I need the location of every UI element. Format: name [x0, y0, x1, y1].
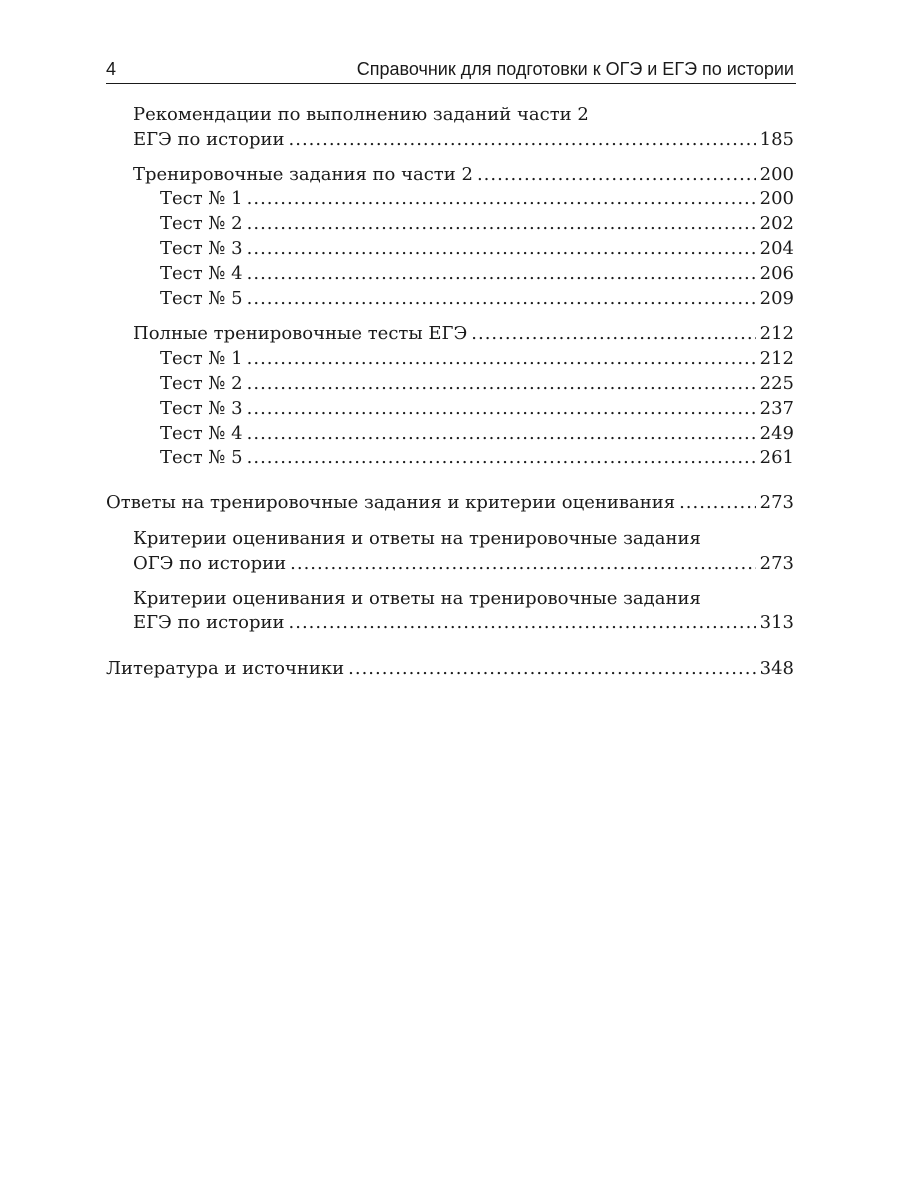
leader-dots — [247, 371, 756, 397]
toc-entry-page: 212 — [759, 348, 794, 369]
toc-entry-page: 200 — [759, 164, 794, 185]
toc-entry-page: 204 — [759, 238, 794, 259]
leader-dots — [247, 186, 756, 212]
toc-entry-label: Тест № 4 — [160, 423, 243, 444]
toc-entry-train2-test5[interactable] — [160, 286, 794, 312]
toc-entry-label: Тест № 2 — [160, 373, 243, 394]
toc-entry-label: Тест № 2 — [160, 213, 243, 234]
toc-entry-page: 225 — [759, 373, 794, 394]
toc-entry-page: 212 — [759, 323, 794, 344]
leader-dots — [477, 162, 756, 188]
toc-entry-page: 209 — [759, 288, 794, 309]
toc-entry-full-test3[interactable] — [160, 396, 794, 422]
toc-entry-crit-ege[interactable] — [133, 610, 794, 636]
toc-entry-label: Тест № 4 — [160, 263, 243, 284]
toc-entry-rec[interactable] — [133, 127, 794, 153]
toc-entry-train2[interactable] — [133, 162, 794, 188]
toc-entry-label: Тест № 3 — [160, 238, 243, 259]
toc-entry-page: 273 — [759, 492, 794, 513]
leader-dots — [247, 346, 756, 372]
toc-entry-page: 273 — [759, 553, 794, 574]
leader-dots — [247, 286, 756, 312]
toc-entry-page: 313 — [759, 612, 794, 633]
toc-entry-full[interactable] — [133, 321, 794, 347]
toc-entry-train2-test2[interactable] — [160, 211, 794, 237]
leader-dots — [289, 610, 756, 636]
leader-dots — [247, 396, 756, 422]
leader-dots — [290, 551, 756, 577]
page-number: 4 — [106, 59, 117, 79]
toc-entry-page: 185 — [759, 129, 794, 150]
toc-entry-label: Полные тренировочные тесты ЕГЭ — [133, 323, 468, 344]
toc-entry-full-test1[interactable] — [160, 346, 794, 372]
toc-entry-label: Ответы на тренировочные задания и критерии оценивания — [106, 492, 676, 513]
toc-entry-crit-oge[interactable] — [133, 551, 794, 577]
toc-entry-label: Тест № 1 — [160, 348, 243, 369]
toc-entry-page: 237 — [759, 398, 794, 419]
toc-entry-label: Тест № 5 — [160, 288, 243, 309]
toc-entry-label: ОГЭ по истории — [133, 553, 287, 574]
toc-entry-label: ЕГЭ по истории — [133, 129, 285, 150]
leader-dots — [247, 445, 756, 471]
toc-entry-full-test2[interactable] — [160, 371, 794, 397]
toc-rec-title-line1: Рекомендации по выполнению заданий части 2 — [133, 104, 589, 125]
leader-dots — [247, 261, 756, 287]
toc-entry-train2-test3[interactable] — [160, 236, 794, 262]
leader-dots — [679, 490, 756, 516]
toc-entry-page: 249 — [759, 423, 794, 444]
toc-crit-ege-line1: Критерии оценивания и ответы на тренировочные задания — [133, 588, 701, 609]
leader-dots — [348, 656, 756, 682]
toc-entry-full-test4[interactable] — [160, 421, 794, 447]
toc-entry-label: ЕГЭ по истории — [133, 612, 285, 633]
toc-entry-label: Тест № 1 — [160, 188, 243, 209]
running-title: Справочник для подготовки к ОГЭ и ЕГЭ по истории — [356, 59, 794, 79]
toc-entry-page: 348 — [759, 658, 794, 679]
toc-entry-page: 202 — [759, 213, 794, 234]
toc-crit-oge-line1: Критерии оценивания и ответы на тренировочные задания — [133, 528, 701, 549]
running-header — [106, 56, 796, 84]
toc-entry-train2-test4[interactable] — [160, 261, 794, 287]
leader-dots — [247, 421, 756, 447]
toc-entry-label: Тест № 3 — [160, 398, 243, 419]
toc-entry-label: Тренировочные задания по части 2 — [133, 164, 473, 185]
toc-entry-literature[interactable] — [106, 656, 794, 682]
toc-entry-label: Литература и источники — [106, 658, 345, 679]
toc-entry-label: Тест № 5 — [160, 447, 243, 468]
toc-entry-page: 261 — [759, 447, 794, 468]
toc-entry-train2-test1[interactable] — [160, 186, 794, 212]
leader-dots — [289, 127, 756, 153]
leader-dots — [247, 236, 756, 262]
toc-entry-page: 200 — [759, 188, 794, 209]
toc-entry-full-test5[interactable] — [160, 445, 794, 471]
leader-dots — [247, 211, 756, 237]
toc-entry-answers[interactable] — [106, 490, 794, 516]
toc-entry-page: 206 — [759, 263, 794, 284]
leader-dots — [471, 321, 755, 347]
